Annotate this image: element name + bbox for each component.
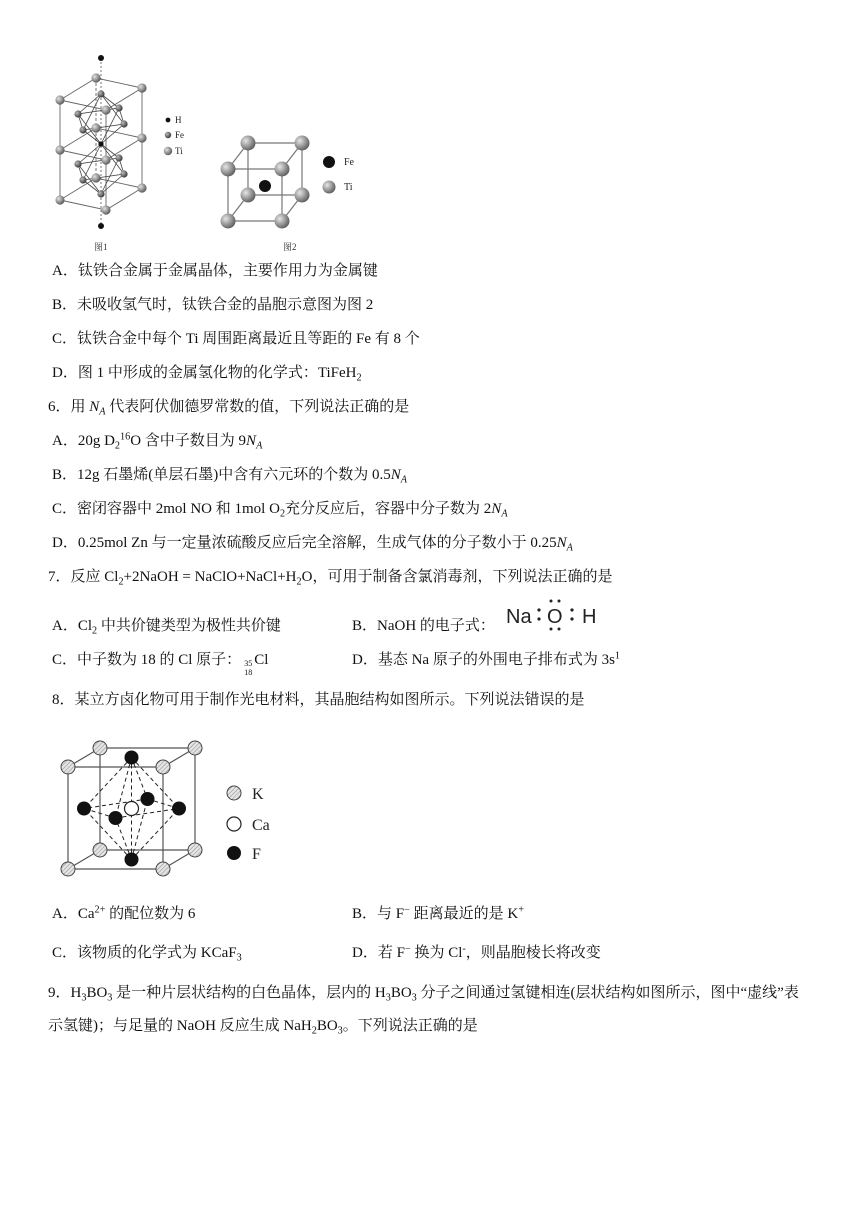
q8-option-a — [52, 904, 195, 924]
k-atom — [188, 843, 202, 857]
subscript: 2 — [356, 372, 362, 384]
text-run: BO — [86, 985, 108, 1001]
italic-symbol: N — [246, 433, 257, 449]
electron-dot — [537, 617, 540, 620]
text-run: 8．某立方卤化物可用于制作光电材料，其晶胞结构如图所示。下列说法错误的是 — [52, 692, 585, 708]
subscript: 2 — [296, 576, 302, 588]
k-atom — [156, 760, 170, 774]
text-run: 6．用 — [48, 399, 90, 415]
subscript: 3 — [236, 952, 242, 964]
q5-option-d — [52, 363, 362, 383]
atomic-number: 18 — [244, 668, 253, 677]
figure-2-tife-unit-cell — [210, 130, 370, 260]
subscript: A — [566, 542, 573, 554]
q7-option-d — [352, 650, 620, 670]
figure-legend — [227, 786, 270, 863]
option-text — [52, 652, 241, 668]
legend-ca-label: Ca — [252, 817, 270, 834]
subscript: 2 — [118, 576, 124, 588]
element-symbol: Cl — [254, 652, 269, 668]
text-run: BO — [316, 1018, 338, 1034]
ti-atom — [221, 214, 236, 229]
q6-option-c — [52, 499, 508, 519]
legend-h-marker — [166, 118, 171, 123]
superscript: 1 — [614, 650, 621, 662]
text-run: Ca — [77, 906, 95, 922]
f-atom — [125, 853, 139, 867]
q6-stem — [48, 397, 409, 417]
q8-stem — [52, 690, 585, 710]
ti-atom — [101, 105, 110, 114]
dashed-bond — [84, 758, 132, 809]
text-run: 7．反应 Cl — [48, 569, 119, 585]
legend-fe-label: Fe — [344, 157, 354, 168]
legend-ti-label: Ti — [344, 182, 353, 193]
subscript: 2 — [114, 440, 121, 452]
italic-symbol: N — [491, 501, 502, 517]
mass-number: 35 — [244, 659, 253, 668]
naoh-electron-formula — [500, 596, 610, 636]
hydrogen-symbol: H — [582, 606, 597, 628]
text-run: B．12g 石墨烯(单层石墨)中含有六元环的个数为 0.5 — [52, 467, 391, 483]
text-run: Cl — [448, 945, 463, 961]
h-atom — [98, 223, 104, 229]
text-run: B．未吸收氢气时，钛铁合金的晶胞示意图为图 2 — [52, 297, 374, 313]
text-run: 充分反应后，容器中分子数为 2 — [285, 501, 492, 517]
k-atom — [93, 741, 107, 755]
ti-atom — [241, 136, 256, 151]
ti-atom — [137, 183, 146, 192]
text-run: 距离最近的是 — [409, 906, 508, 922]
k-atom — [61, 862, 75, 876]
fe-atom — [115, 154, 122, 161]
fe-atom — [79, 126, 86, 133]
electron-dot — [570, 608, 573, 611]
dashed-bond — [132, 809, 180, 860]
q5-option-c — [52, 329, 420, 349]
ti-atom — [137, 83, 146, 92]
subscript: 2 — [279, 508, 286, 520]
text-run: A．钛铁合金属于金属晶体，主要作用力为金属键 — [52, 263, 378, 279]
text-run: BO — [390, 985, 412, 1001]
legend-f-marker — [227, 846, 241, 860]
q6-option-d — [52, 533, 573, 553]
text-run: 的配位数为 6 — [105, 906, 196, 922]
subscript: A — [256, 440, 263, 452]
fe-atom — [97, 90, 104, 97]
ti-atom — [91, 123, 100, 132]
ti-atom — [221, 162, 236, 177]
electron-dot — [537, 608, 540, 611]
subscript: 2 — [311, 1025, 317, 1037]
figure-2-legend — [323, 156, 355, 194]
electron-dot — [570, 617, 573, 620]
figure-1-caption: 图1 — [94, 242, 108, 252]
legend-fe-label: Fe — [175, 130, 184, 140]
q7-option-c — [52, 650, 269, 677]
h-atom — [98, 141, 103, 146]
figure-2-caption: 图2 — [283, 242, 297, 252]
subscript: 3 — [107, 992, 113, 1004]
text-run: 中共价键类型为极性共价键 — [97, 618, 281, 634]
f-atom — [77, 802, 91, 816]
text-run: D．基态 Na 原子的外围电子排布式为 3s — [352, 652, 615, 668]
q6-option-b — [52, 465, 407, 485]
text-run: C．该物质的化学式为 KCaF — [52, 945, 237, 961]
q8-option-c — [52, 943, 242, 963]
subscript: 3 — [385, 992, 391, 1004]
text-run: D．若 — [352, 945, 397, 961]
legend-ti-label: Ti — [175, 146, 183, 156]
text-run: C．密闭容器中 2mol NO 和 1mol O — [52, 501, 280, 517]
text-run: K — [507, 906, 519, 922]
fe-atom — [259, 180, 271, 192]
h-atom — [98, 55, 104, 61]
ti-atom — [55, 95, 64, 104]
legend-h-label: H — [175, 115, 182, 125]
text-run: O 含中子数目为 9 — [130, 433, 247, 449]
fe-atom — [120, 170, 127, 177]
k-atom — [156, 862, 170, 876]
q7-stem — [48, 567, 612, 587]
fe-atom — [97, 190, 104, 197]
subscript: A — [501, 508, 508, 520]
subscript: A — [400, 474, 407, 486]
q5-option-a — [52, 261, 378, 281]
subscript: 3 — [411, 992, 417, 1004]
q9-stem-line-2 — [48, 1016, 478, 1036]
text-run: C．中子数为 18 的 Cl 原子： — [52, 652, 242, 668]
text-run: ，则晶胞棱长将改变 — [465, 945, 601, 961]
fe-atom — [115, 104, 122, 111]
text-run: 代表阿伏伽德罗常数的值，下列说法正确的是 — [105, 399, 410, 415]
text-run: B．NaOH 的电子式： — [352, 618, 495, 634]
text-run: +2NaOH = NaClO+NaCl+H — [123, 569, 297, 585]
ti-atom — [295, 188, 310, 203]
text-run: F — [396, 945, 405, 961]
figure-kcaf3-unit-cell — [55, 735, 285, 880]
superscript: - — [462, 943, 466, 955]
k-atom — [61, 760, 75, 774]
electron-dot — [558, 628, 561, 631]
legend-k-marker — [227, 786, 241, 800]
figure-1-legend — [164, 115, 184, 156]
superscript: 2+ — [94, 904, 106, 916]
superscript: 16 — [120, 431, 131, 443]
legend-ti-marker — [164, 147, 172, 155]
legend-f-label: F — [252, 846, 261, 863]
q8-option-d — [352, 943, 601, 963]
electron-dot — [550, 628, 553, 631]
superscript: + — [518, 904, 524, 916]
superscript: − — [404, 943, 411, 955]
subscript: 3 — [337, 1025, 343, 1037]
italic-symbol: N — [89, 399, 100, 415]
text-run: A．Cl — [52, 618, 93, 634]
q7-option-a — [52, 616, 281, 636]
legend-k-label: K — [252, 786, 264, 803]
electron-dot — [550, 600, 553, 603]
q5-option-b — [52, 295, 373, 315]
text-run: D．图 1 中形成的金属氢化物的化学式：TiFeH — [52, 365, 357, 381]
text-run: A． — [52, 906, 78, 922]
text-run: C．钛铁合金中每个 Ti 周围距离最近且等距的 Fe 有 8 个 — [52, 331, 420, 347]
fe-atom — [79, 176, 86, 183]
sodium-symbol: Na — [506, 606, 532, 628]
figure-1-tife-hydride-structure — [40, 45, 215, 260]
fe-atom — [74, 110, 81, 117]
electron-dot — [558, 600, 561, 603]
f-atom — [141, 792, 155, 806]
text-run: F — [395, 906, 405, 922]
oxygen-symbol: O — [547, 606, 563, 628]
legend-fe-marker — [323, 156, 335, 168]
ti-atom — [137, 133, 146, 142]
q6-option-a — [52, 431, 262, 451]
ti-atom — [241, 188, 256, 203]
text-run: A．20g D — [52, 433, 115, 449]
italic-symbol: N — [390, 467, 401, 483]
q9-stem-line-1 — [48, 983, 799, 1003]
legend-ti-marker — [323, 181, 336, 194]
text-run: O，可用于制备含氯消毒剂，下列说法正确的是 — [301, 569, 613, 585]
text-run: 分子之间通过氢键相连(层状结构如图所示，图中“虚线”表 — [416, 985, 799, 1001]
ti-atom — [101, 155, 110, 164]
legend-ca-marker — [227, 817, 241, 831]
text-run: 示氢键)；与足量的 NaOH 反应生成 NaH — [48, 1018, 312, 1034]
ti-atom — [101, 205, 110, 214]
subscript: 2 — [92, 625, 98, 637]
f-atom — [125, 751, 139, 765]
ti-atom — [91, 73, 100, 82]
text-run: 。下列说法正确的是 — [342, 1018, 478, 1034]
subscript: A — [99, 406, 106, 418]
text-run: 换为 — [410, 945, 449, 961]
ti-atom — [91, 173, 100, 182]
ti-atom — [295, 136, 310, 151]
text-run: B．与 — [352, 906, 396, 922]
q8-option-b — [352, 904, 524, 924]
fe-atom — [120, 120, 127, 127]
superscript: − — [404, 904, 410, 916]
f-atom — [172, 802, 186, 816]
text-run: 9．H — [48, 985, 82, 1001]
italic-symbol: N — [556, 535, 567, 551]
f-atom — [109, 811, 123, 825]
text-run: 是一种片层状结构的白色晶体，层内的 H — [112, 985, 386, 1001]
text-run: D．0.25mol Zn 与一定量浓硫酸反应后完全溶解，生成气体的分子数小于 0.25 — [52, 535, 557, 551]
ti-atom — [55, 145, 64, 154]
nuclide-numbers — [244, 659, 252, 677]
fe-atom — [74, 160, 81, 167]
subscript: 3 — [81, 992, 87, 1004]
k-atom — [188, 741, 202, 755]
ti-atom — [275, 214, 290, 229]
ti-atom — [55, 195, 64, 204]
ti-atom — [275, 162, 290, 177]
q7-option-b — [352, 616, 495, 636]
ca-atom — [125, 802, 139, 816]
k-atom — [93, 843, 107, 857]
legend-fe-marker — [165, 132, 171, 138]
